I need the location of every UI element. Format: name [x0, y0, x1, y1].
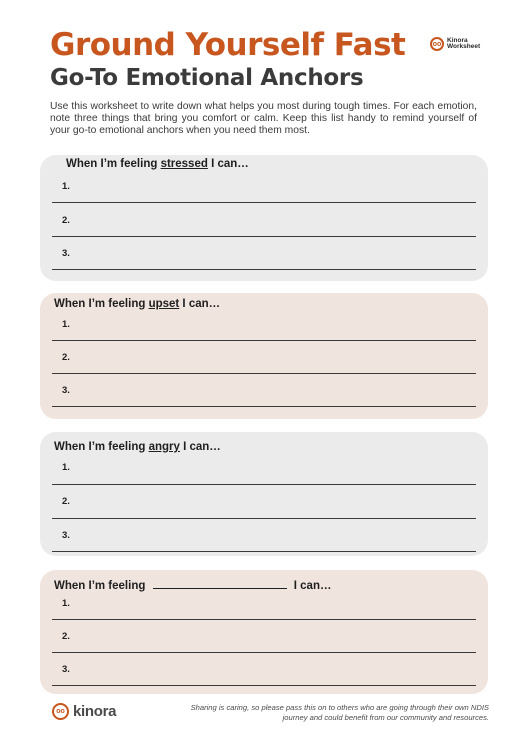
emotion-word: stressed [160, 158, 208, 170]
badge-line1: Kinora [447, 36, 468, 44]
heading-prefix: When I’m feeling [66, 158, 161, 170]
answer-line-2[interactable] [52, 373, 476, 374]
row-number: 2. [62, 215, 70, 226]
answer-line-1[interactable] [52, 202, 476, 203]
row-number: 3. [62, 248, 70, 259]
section-card-custom [40, 570, 488, 694]
answer-line-2[interactable] [52, 652, 476, 653]
heading-prefix: When I’m feeling [54, 580, 149, 592]
answer-line-2[interactable] [52, 236, 476, 237]
heading-prefix: When I’m feeling [54, 441, 149, 453]
row-number: 1. [62, 181, 70, 192]
heading-suffix: I can… [290, 580, 332, 592]
heading-suffix: I can… [179, 298, 221, 310]
page-title: Ground Yourself Fast [50, 27, 406, 63]
row-number: 3. [62, 530, 70, 541]
row-number: 3. [62, 664, 70, 675]
answer-line-3[interactable] [52, 551, 476, 552]
answer-line-2[interactable] [52, 518, 476, 519]
heading-suffix: I can… [207, 158, 249, 170]
badge-text [447, 38, 480, 51]
row-number: 1. [62, 462, 70, 473]
footer-logo [52, 703, 116, 720]
intro-text: Use this worksheet to write down what helps you most during tough times. For each emotion, note three things that bring you comfort or calm. Keep this list handy to remind yourself of your go-to emotional anchors when you need them most. [50, 101, 477, 136]
row-number: 2. [62, 631, 70, 642]
section-card-upset [40, 293, 488, 419]
answer-line-1[interactable] [52, 340, 476, 341]
footer-note: Sharing is caring, so please pass this on to others who are going through their own NDIS journey and could benefit from our community and resources. [190, 703, 489, 722]
heading-prefix: When I’m feeling [54, 298, 149, 310]
row-number: 2. [62, 496, 70, 507]
section-card-angry [40, 432, 488, 556]
section-heading [54, 579, 331, 592]
emotion-blank-field[interactable] [153, 579, 287, 589]
answer-line-1[interactable] [52, 484, 476, 485]
footer-brand: kinora [73, 703, 117, 720]
badge-line2: Worksheet [447, 43, 481, 50]
section-heading [54, 441, 221, 453]
kinora-logo-icon: oo [430, 37, 444, 51]
answer-line-3[interactable] [52, 269, 476, 270]
row-number: 2. [62, 352, 70, 363]
emotion-word: angry [148, 441, 180, 453]
row-number: 1. [62, 319, 70, 330]
answer-line-3[interactable] [52, 406, 476, 407]
heading-suffix: I can… [179, 441, 221, 453]
page-subtitle: Go-To Emotional Anchors [50, 65, 364, 91]
row-number: 3. [62, 385, 70, 396]
answer-line-3[interactable] [52, 685, 476, 686]
kinora-logo-icon: oo [52, 703, 69, 720]
row-number: 1. [62, 598, 70, 609]
section-heading [66, 158, 249, 170]
kinora-worksheet-badge [430, 37, 480, 51]
answer-line-1[interactable] [52, 619, 476, 620]
section-card-stressed [40, 155, 488, 281]
emotion-word: upset [148, 298, 180, 310]
section-heading [54, 298, 220, 310]
